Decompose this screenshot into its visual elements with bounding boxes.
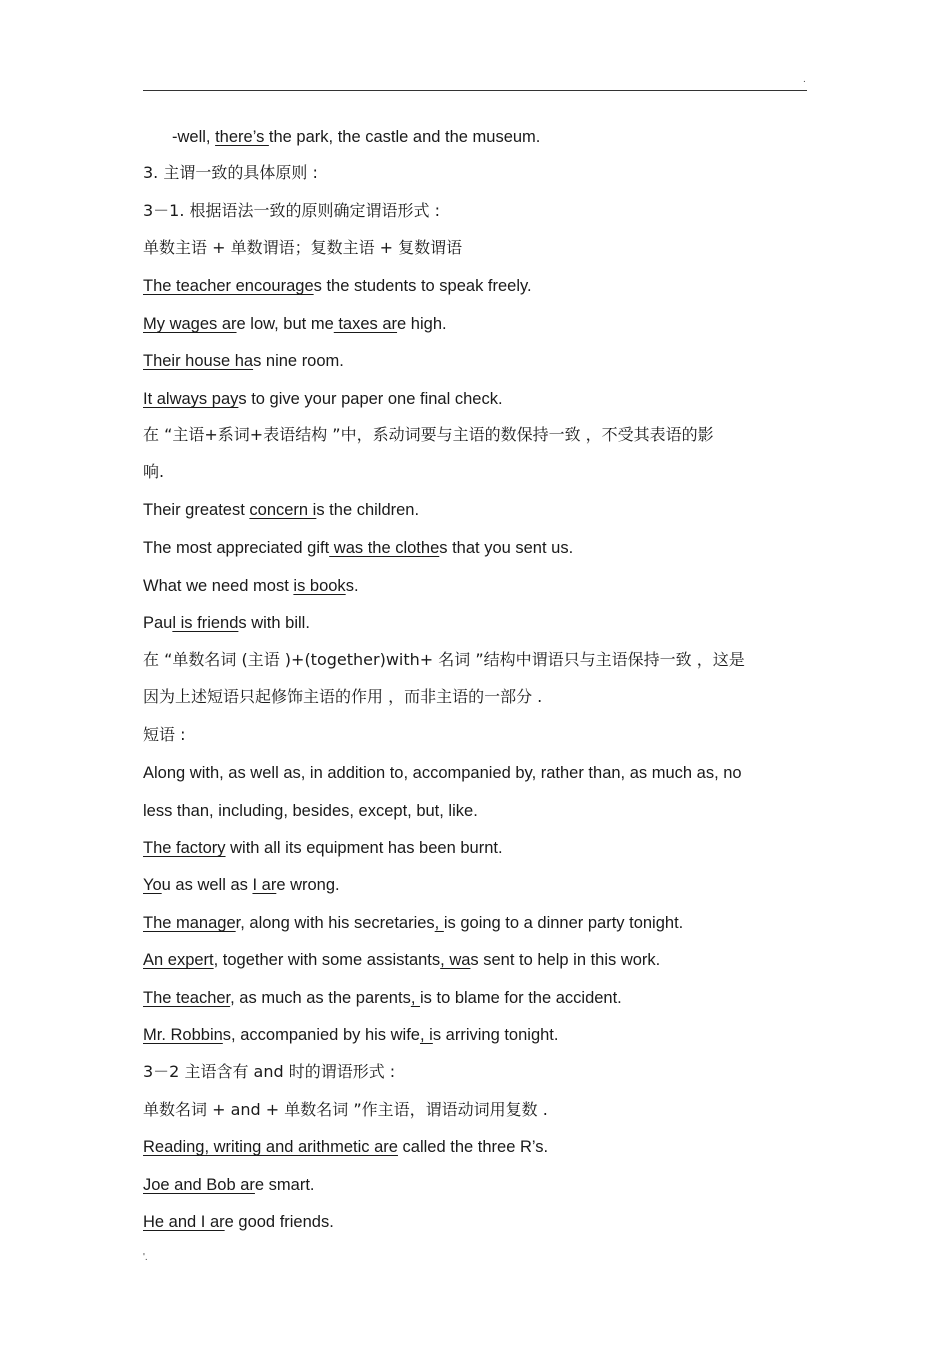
underlined-text: The factory (143, 839, 226, 857)
text-line (143, 1136, 813, 1158)
underlined-text: taxes ar (333, 315, 398, 333)
text-line (143, 200, 813, 222)
underlined-text: l is friend (172, 614, 239, 632)
text-segment: s, accompanied by his wife (222, 1026, 420, 1044)
text-segment: s arriving tonight. (432, 1026, 559, 1044)
text-segment: s with bill. (238, 614, 310, 632)
text-line (143, 949, 813, 971)
text-segment: e wrong. (276, 876, 340, 894)
text-segment: What we need most (143, 577, 294, 595)
text-segment: with all its equipment has been burnt. (225, 839, 503, 857)
text-line (143, 912, 813, 934)
text-line (143, 1211, 813, 1233)
text-line (143, 237, 813, 259)
underlined-text: is book (293, 577, 346, 595)
header-corner-mark: . (803, 74, 806, 85)
text-segment: 3. 主谓一致的具体原则 : (143, 163, 318, 182)
underlined-text: , (410, 989, 420, 1007)
text-segment: is to blame for the accident. (420, 989, 622, 1007)
text-segment: 3－1. 根据语法一致的原则确定谓语形式 : (143, 201, 441, 220)
text-segment: -well, (172, 128, 216, 146)
text-line (143, 987, 813, 1009)
text-line (143, 537, 813, 559)
text-line (143, 874, 813, 896)
text-segment: the park, the castle and the museum. (268, 128, 541, 146)
text-segment: 短语 : (143, 725, 186, 744)
text-line (143, 350, 813, 372)
text-line (143, 837, 813, 859)
text-segment: e low, but me (236, 315, 334, 333)
text-segment: is going to a dinner party tonight. (443, 914, 684, 932)
text-segment: 单数主语 + 单数谓语；复数主语 + 复数谓语 (143, 238, 463, 257)
text-line (143, 649, 813, 671)
text-segment: 单数名词 + and + 单数名词 ”作主语，谓语动词用复数 . (143, 1100, 548, 1119)
underlined-text: Reading, writing and arithmetic are (143, 1138, 398, 1156)
underlined-text: , wa (440, 951, 471, 969)
underlined-text: Joe and Bob ar (143, 1176, 255, 1194)
text-line (143, 762, 813, 784)
text-line (143, 313, 813, 335)
text-line (143, 388, 813, 410)
header-rule (143, 90, 807, 91)
text-segment: s the children. (316, 501, 420, 519)
text-line (143, 575, 813, 597)
underlined-text: concern i (249, 501, 317, 519)
underlined-text: It always pay (143, 390, 239, 408)
underlined-text: He and I ar (143, 1213, 225, 1231)
text-line (143, 499, 813, 521)
underlined-text: , (434, 914, 444, 932)
underlined-text: there’s (215, 128, 269, 146)
text-segment: 在 “单数名词 (主语 )+(together)with+ 名词 ”结构中谓语只与主语保持一致 ，这是 (143, 650, 745, 669)
underlined-text: , i (419, 1026, 433, 1044)
text-segment: Along with, as well as, in addition to, accompanied by, rather than, as much as, no (143, 764, 742, 782)
text-segment: 3－2 主语含有 and 时的谓语形式 : (143, 1062, 396, 1081)
text-segment: , together with some assistants (213, 951, 441, 969)
text-line (172, 126, 842, 148)
text-segment: 在 “主语+系词+表语结构 ”中，系动词要与主语的数保持一致 ，不受其表语的影 (143, 425, 714, 444)
text-line (143, 275, 813, 297)
text-segment: called the three R’s. (397, 1138, 549, 1156)
text-segment: s sent to help in this work. (470, 951, 661, 969)
text-segment: , as much as the parents (230, 989, 411, 1007)
underlined-text: Mr. Robbin (143, 1026, 223, 1044)
text-segment: 响. (143, 462, 165, 481)
text-segment: s that you sent us. (439, 539, 574, 557)
text-segment: Pau (143, 614, 173, 632)
text-segment: s the students to speak freely. (313, 277, 532, 295)
text-segment: e smart. (254, 1176, 315, 1194)
text-line (143, 461, 813, 483)
underlined-text: was the clothe (329, 539, 440, 557)
underlined-text: The manage (143, 914, 236, 932)
text-line (143, 800, 813, 822)
text-line (143, 162, 813, 184)
text-line (143, 424, 813, 446)
underlined-text: Yo (143, 876, 162, 894)
text-line (143, 686, 813, 708)
underlined-text: An expert (143, 951, 214, 969)
text-segment: 因为上述短语只起修饰主语的作用 ，而非主语的一部分 . (143, 687, 543, 706)
underlined-text: Their house ha (143, 352, 254, 370)
text-line (143, 1174, 813, 1196)
text-segment: The most appreciated gift (143, 539, 330, 557)
underlined-text: My wages ar (143, 315, 237, 333)
underlined-text: The teacher encourage (143, 277, 314, 295)
footer-corner-mark: '. (143, 1252, 148, 1263)
text-line (143, 724, 813, 746)
text-segment: s nine room. (253, 352, 344, 370)
text-segment: e good friends. (224, 1213, 334, 1231)
underlined-text: I ar (252, 876, 277, 894)
text-segment: s to give your paper one final check. (238, 390, 503, 408)
text-segment: u as well as (161, 876, 253, 894)
text-segment: Their greatest (143, 501, 250, 519)
underlined-text: The teacher (143, 989, 231, 1007)
text-line (143, 1099, 813, 1121)
text-line (143, 1024, 813, 1046)
text-segment: e high. (397, 315, 447, 333)
text-segment: less than, including, besides, except, but, like. (143, 802, 478, 820)
text-line (143, 1061, 813, 1083)
text-line (143, 612, 813, 634)
text-segment: r, along with his secretaries (235, 914, 435, 932)
text-segment: s. (345, 577, 359, 595)
